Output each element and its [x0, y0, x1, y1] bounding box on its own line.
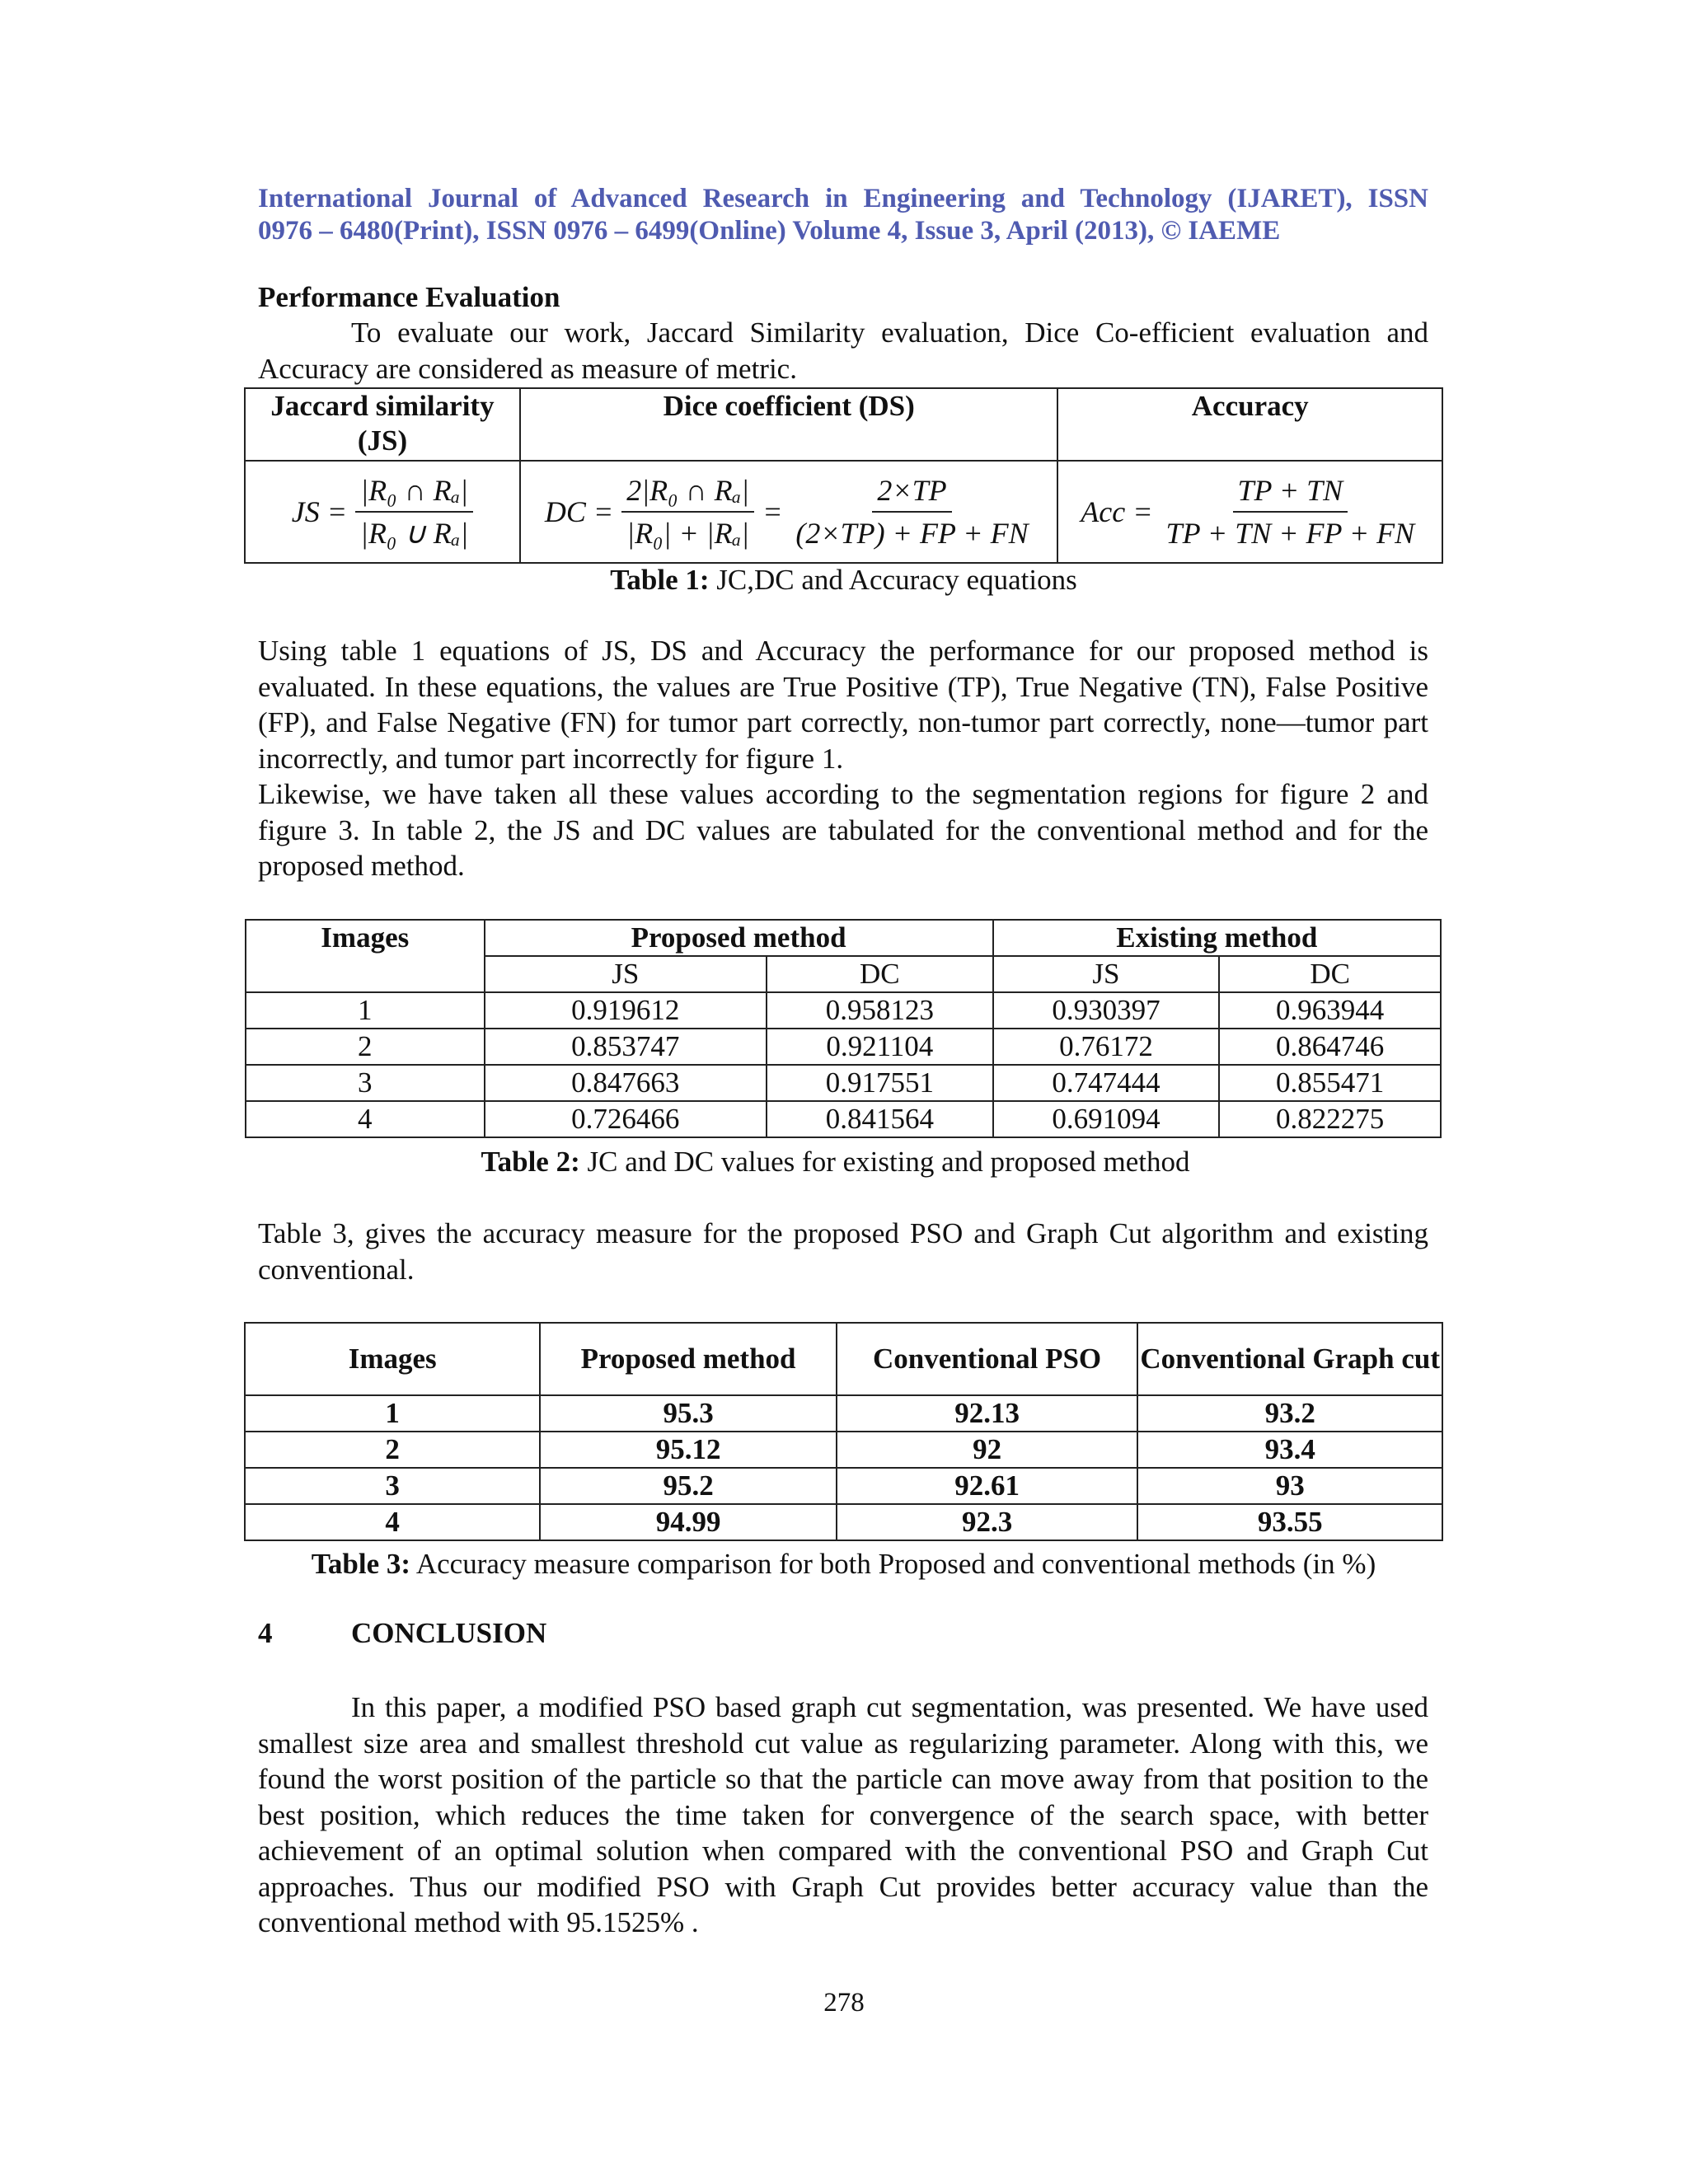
dc-header: Dice coefficient (DS): [520, 388, 1057, 461]
table-cell: 1: [246, 992, 485, 1029]
t2-sub-header: JS: [485, 956, 767, 992]
dc-denominator-1: |R₀| + |Rₐ|: [626, 517, 750, 550]
table-cell: 0.855471: [1219, 1065, 1441, 1101]
table-cell: 0.76172: [993, 1029, 1220, 1065]
acc-denominator: TP + TN + FP + FN: [1165, 517, 1415, 550]
table-cell: 2: [245, 1432, 540, 1468]
journal-header-line1: International Journal of Advanced Research in Engineering and Technology (IJARET), ISSN: [258, 184, 1428, 213]
table-cell: 0.747444: [993, 1065, 1220, 1101]
t2-sub-header: DC: [1219, 956, 1441, 992]
js-numerator: |R₀ ∩ Rₐ|: [355, 473, 473, 513]
js-dc-table: [245, 919, 1442, 1138]
table3-caption: Table 3: Accuracy measure comparison for both Proposed and conventional methods (in %): [311, 1548, 1376, 1580]
table-cell: 2: [246, 1029, 485, 1065]
conclusion-text: In this paper, a modified PSO based graph cut segmentation, was presented. We have used smallest size area and smallest threshold cut value as regularizing parameter. Along with this, we found the worst position of the particle so that the particle can move away from that position to the best position, which reduces the time taken for convergence of the search space, with better achievement of an optimal solution when compared with the conventional PSO and Graph Cut approaches. Thus our modified PSO with Graph Cut provides better accuracy value than the conventional method with 95.1525% .: [258, 1691, 1428, 1938]
table-cell: 3: [246, 1065, 485, 1101]
t3-proposed-header: Proposed method: [540, 1323, 836, 1395]
table-cell: 0.726466: [485, 1101, 767, 1137]
paragraph-1: Using table 1 equations of JS, DS and Accuracy the performance for our proposed method is evaluated. In these equations, the values are True Positive (TP), True Negative (TN), False Positive (FP), and False Negative (FN) for tumor part correctly, non-tumor part correctly, none—tumor part incorrectly, and tumor part incorrectly for figure 1.: [258, 635, 1428, 775]
table-cell: 0.930397: [993, 992, 1220, 1029]
table-cell: 0.853747: [485, 1029, 767, 1065]
table-cell: 0.691094: [993, 1101, 1220, 1137]
paragraph-2: Likewise, we have taken all these values according to the segmentation regions for figure 2 and figure 3. In table 2, the JS and DC values are tabulated for the conventional method and for the proposed method.: [258, 778, 1428, 882]
t2-images-header: Images: [246, 920, 485, 992]
t3-pso-header: Conventional PSO: [837, 1323, 1138, 1395]
acc-equation: [1057, 461, 1442, 563]
table-cell: 0.958123: [767, 992, 993, 1029]
conclusion-heading: [258, 1617, 546, 1650]
t2-sub-header: DC: [767, 956, 993, 992]
paragraph-3: Table 3, gives the accuracy measure for the proposed PSO and Graph Cut algorithm and existing conventional.: [258, 1217, 1428, 1286]
acc-header: Accuracy: [1057, 388, 1442, 461]
table-cell: 94.99: [540, 1504, 836, 1540]
table-cell: 0.822275: [1219, 1101, 1441, 1137]
table1-caption: Table 1: JC,DC and Accuracy equations: [610, 564, 1077, 596]
table-cell: 0.963944: [1219, 992, 1441, 1029]
section-title: CONCLUSION: [351, 1617, 547, 1649]
table-cell: 4: [246, 1101, 485, 1137]
table-cell: 93.2: [1137, 1395, 1442, 1432]
performance-intro: To evaluate our work, Jaccard Similarity evaluation, Dice Co-efficient evaluation and Accuracy are considered as measure of metric.: [258, 316, 1428, 385]
equals-sign: =: [762, 495, 783, 528]
t3-graphcut-header: Conventional Graph cut: [1137, 1323, 1442, 1395]
table-cell: 4: [245, 1504, 540, 1540]
table-row: [245, 1432, 1442, 1468]
table-cell: 3: [245, 1468, 540, 1504]
journal-header: [258, 183, 1428, 247]
table-cell: 0.919612: [485, 992, 767, 1029]
equations-table: [244, 387, 1443, 564]
table-row: [246, 992, 1441, 1029]
t2-proposed-header: Proposed method: [485, 920, 993, 956]
js-equation: [245, 461, 520, 563]
table-row: [245, 1395, 1442, 1432]
section-number: 4: [258, 1617, 273, 1649]
t2-sub-header: JS: [993, 956, 1220, 992]
acc-numerator: TP + TN: [1233, 473, 1348, 513]
table-cell: 95.3: [540, 1395, 836, 1432]
accuracy-table: [244, 1322, 1443, 1541]
dc-lhs: DC =: [544, 495, 614, 528]
js-denominator: |R₀ ∪ Rₐ|: [360, 517, 469, 550]
table-cell: 0.841564: [767, 1101, 993, 1137]
t3-images-header: Images: [245, 1323, 540, 1395]
table-cell: 92.13: [837, 1395, 1138, 1432]
performance-heading: Performance Evaluation: [258, 281, 560, 313]
dc-numerator-2: 2×TP: [872, 473, 951, 513]
t2-existing-header: Existing method: [993, 920, 1441, 956]
table-row: [246, 1065, 1441, 1101]
table-cell: 93: [1137, 1468, 1442, 1504]
page-number: 278: [823, 1988, 865, 2018]
dc-denominator-2: (2×TP) + FP + FN: [795, 517, 1029, 550]
table-row: [245, 1468, 1442, 1504]
table-cell: 92.3: [837, 1504, 1138, 1540]
table-cell: 95.2: [540, 1468, 836, 1504]
acc-lhs: Acc =: [1081, 495, 1153, 528]
journal-header-line2: 0976 – 6480(Print), ISSN 0976 – 6499(Online) Volume 4, Issue 3, April (2013), © IAEME: [258, 216, 1281, 246]
table-cell: 0.921104: [767, 1029, 993, 1065]
dc-equation: [520, 461, 1057, 563]
table2-caption: Table 2: JC and DC values for existing and proposed method: [481, 1146, 1190, 1178]
table-row: [246, 1101, 1441, 1137]
table-cell: 1: [245, 1395, 540, 1432]
js-lhs: JS =: [291, 495, 348, 528]
table-cell: 93.4: [1137, 1432, 1442, 1468]
table-cell: 0.864746: [1219, 1029, 1441, 1065]
table-cell: 0.917551: [767, 1065, 993, 1101]
dc-numerator-1: 2|R₀ ∩ Rₐ|: [621, 473, 754, 513]
table-row: [245, 1504, 1442, 1540]
table-cell: 95.12: [540, 1432, 836, 1468]
table-row: [246, 1029, 1441, 1065]
table-cell: 92: [837, 1432, 1138, 1468]
table-cell: 0.847663: [485, 1065, 767, 1101]
table-cell: 93.55: [1137, 1504, 1442, 1540]
table-cell: 92.61: [837, 1468, 1138, 1504]
js-header: Jaccard similarity (JS): [245, 388, 520, 461]
